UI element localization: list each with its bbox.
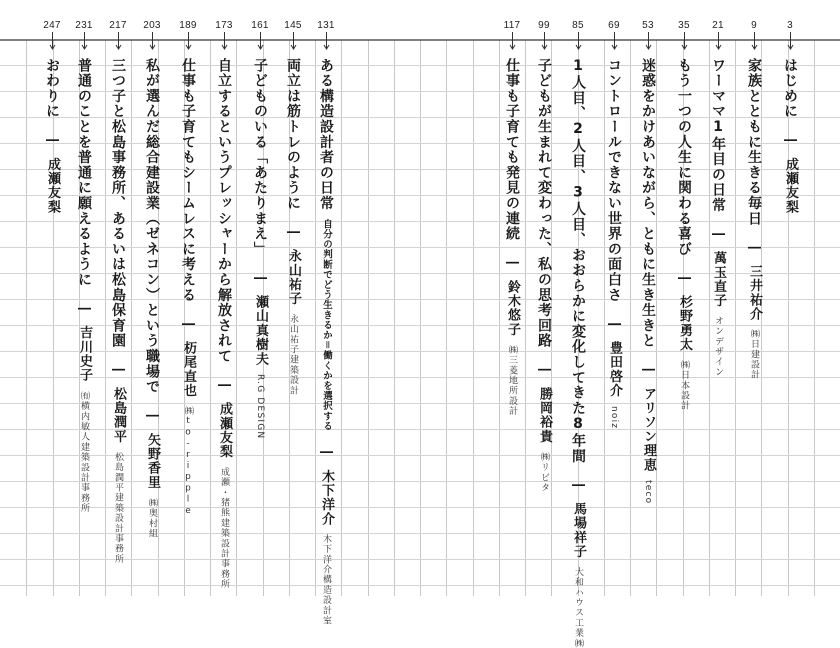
author-name: 松島潤平: [111, 386, 126, 444]
author-dash: ―: [783, 133, 798, 150]
author-dash: ―: [537, 362, 552, 379]
entry-text: [536, 58, 552, 493]
chapter-title: 自立するというプレッシャーから解放されて: [216, 58, 232, 364]
author-name: 木下洋介: [319, 469, 334, 527]
entry-text: [110, 58, 126, 564]
author-name: 吉川史子: [77, 325, 92, 383]
author-affiliation: オンデザイン: [713, 316, 723, 378]
author-dash: ―: [217, 378, 232, 395]
author-name: 馬場祥子: [571, 502, 586, 559]
entry-text: [44, 58, 60, 214]
page-number: 217: [109, 20, 127, 31]
chapter-title: 両立は筋トレのように: [285, 58, 301, 211]
author-dash: ―: [181, 316, 196, 334]
entry-text: [676, 58, 692, 411]
page-number: 231: [75, 20, 93, 31]
entry-text: [504, 58, 520, 416]
entry-text: [285, 58, 301, 396]
entry-text: [180, 58, 196, 517]
chapter-title: 私が選んだ総合建設業（ゼネコン）という職場で: [144, 58, 160, 395]
page-number: 85: [572, 20, 584, 31]
entry-text: [76, 58, 92, 513]
author-dash: ―: [747, 240, 762, 257]
author-affiliation: ㈱奥村組: [147, 497, 157, 539]
page-number: 247: [43, 20, 61, 31]
author-affiliation: noiz: [609, 405, 619, 430]
chapter-title: 迷惑をかけあいながら、ともに生き生きと: [640, 58, 656, 349]
author-dash: ―: [505, 255, 520, 272]
author-affiliation: 大和ハウス工業㈱: [573, 566, 583, 648]
page-number: 53: [642, 20, 654, 31]
author-name: 杤尾直也: [181, 341, 196, 398]
author-affiliation: ㈱リビタ: [539, 451, 549, 493]
entry-text: [570, 58, 586, 648]
chapter-title: もう一つの人生に関わる喜び: [676, 58, 692, 257]
page-number: 145: [284, 20, 302, 31]
chapter-title: 仕事も子育ても発見の連続: [504, 58, 520, 242]
author-name: アリソン理恵: [641, 386, 656, 473]
page-number: 21: [712, 20, 724, 31]
chapter-title: コントロールできない世界の面白さ: [606, 58, 622, 303]
entry-text: [606, 58, 622, 429]
author-affiliation: ㈲横内敏人建築設計事務所: [79, 390, 89, 513]
chapter-title: ある構造設計者の日常: [318, 58, 334, 211]
entry-text: [318, 58, 334, 626]
author-name: 豊田啓介: [607, 341, 622, 398]
chapter-title: 仕事も子育てもシームレスに考える: [180, 58, 196, 303]
author-name: 成瀬友梨: [217, 402, 232, 460]
author-affiliation: ㈱三菱地所設計: [507, 344, 517, 417]
entry-text: [710, 58, 726, 377]
page-number: 203: [143, 20, 161, 31]
chapter-title: 1人目、2人目、3人目、おおらかに変化してきた8年間: [570, 58, 586, 464]
page-number: 69: [608, 20, 620, 31]
entry-text: [782, 58, 798, 214]
author-affiliation: 永山祐子建築設計: [288, 314, 298, 396]
author-dash: ―: [286, 225, 301, 242]
chapter-title: 三つ子と松島事務所、あるいは松島保育園: [110, 58, 126, 349]
author-affiliation: R.G DESIGN: [255, 374, 265, 440]
author-name: 勝岡裕貴: [537, 386, 552, 444]
author-dash: ―: [677, 270, 692, 288]
entry-text: [640, 58, 656, 504]
author-affiliation: teco: [643, 480, 653, 505]
entry-text: [216, 58, 232, 589]
chapter-title: 普通のことを普通に願えるように: [76, 58, 92, 288]
author-dash: ―: [607, 316, 622, 334]
author-dash: ―: [711, 227, 726, 244]
author-name: 萬玉直子: [711, 251, 726, 309]
chapter-title: 家族とともに生きる毎日: [746, 58, 762, 227]
author-affiliation: 成瀬・猪熊建築設計事務所: [219, 467, 229, 590]
author-name: 成瀬友梨: [783, 157, 798, 215]
page-number: 189: [179, 20, 197, 31]
author-affiliation: ㈱日本設計: [679, 359, 689, 411]
author-dash: ―: [77, 301, 92, 318]
author-name: 三井祐介: [747, 264, 762, 322]
entry-text: [746, 58, 762, 380]
page-number: 99: [538, 20, 550, 31]
chapter-title: 子どもが生まれて変わった、私の思考回路: [536, 58, 552, 349]
author-name: 成瀬友梨: [45, 157, 60, 215]
chapter-title: おわりに: [44, 58, 60, 120]
author-name: 永山祐子: [286, 249, 301, 307]
page-number: 3: [787, 20, 793, 31]
author-name: 矢野香里: [145, 432, 160, 490]
page-number: 117: [503, 20, 521, 31]
page-number: 161: [251, 20, 269, 31]
entry-text: [144, 58, 160, 538]
chapter-title: はじめに: [782, 58, 798, 120]
chapter-title: 子どものいる「あたりまえ」: [252, 58, 268, 257]
entry-text: [252, 58, 268, 439]
author-dash: ―: [571, 477, 586, 495]
author-name: 鈴木悠子: [505, 279, 520, 337]
page-number: 9: [751, 20, 757, 31]
page-number: 131: [317, 20, 335, 31]
author-dash: ―: [319, 445, 334, 462]
author-affiliation: 松島潤平建築設計事務所: [113, 451, 123, 564]
author-dash: ―: [253, 270, 268, 288]
author-dash: ―: [641, 362, 656, 379]
author-name: 瀬山真樹夫: [253, 295, 268, 367]
page-number: 35: [678, 20, 690, 31]
author-dash: ―: [111, 362, 126, 379]
author-name: 杉野勇太: [677, 295, 692, 352]
chapter-title: ワーママ1年目の日常: [710, 58, 726, 213]
author-dash: ―: [145, 408, 160, 425]
page-number: 173: [215, 20, 233, 31]
author-dash: ―: [45, 133, 60, 150]
author-affiliation: 木下洋介構造設計室: [321, 534, 331, 626]
author-affiliation: ㈱日建設計: [749, 329, 759, 381]
author-affiliation: ㈱to-ripple: [183, 405, 193, 517]
chapter-subtitle: 自分の判断でどう生きるか＝働くかを選択する: [321, 219, 332, 432]
